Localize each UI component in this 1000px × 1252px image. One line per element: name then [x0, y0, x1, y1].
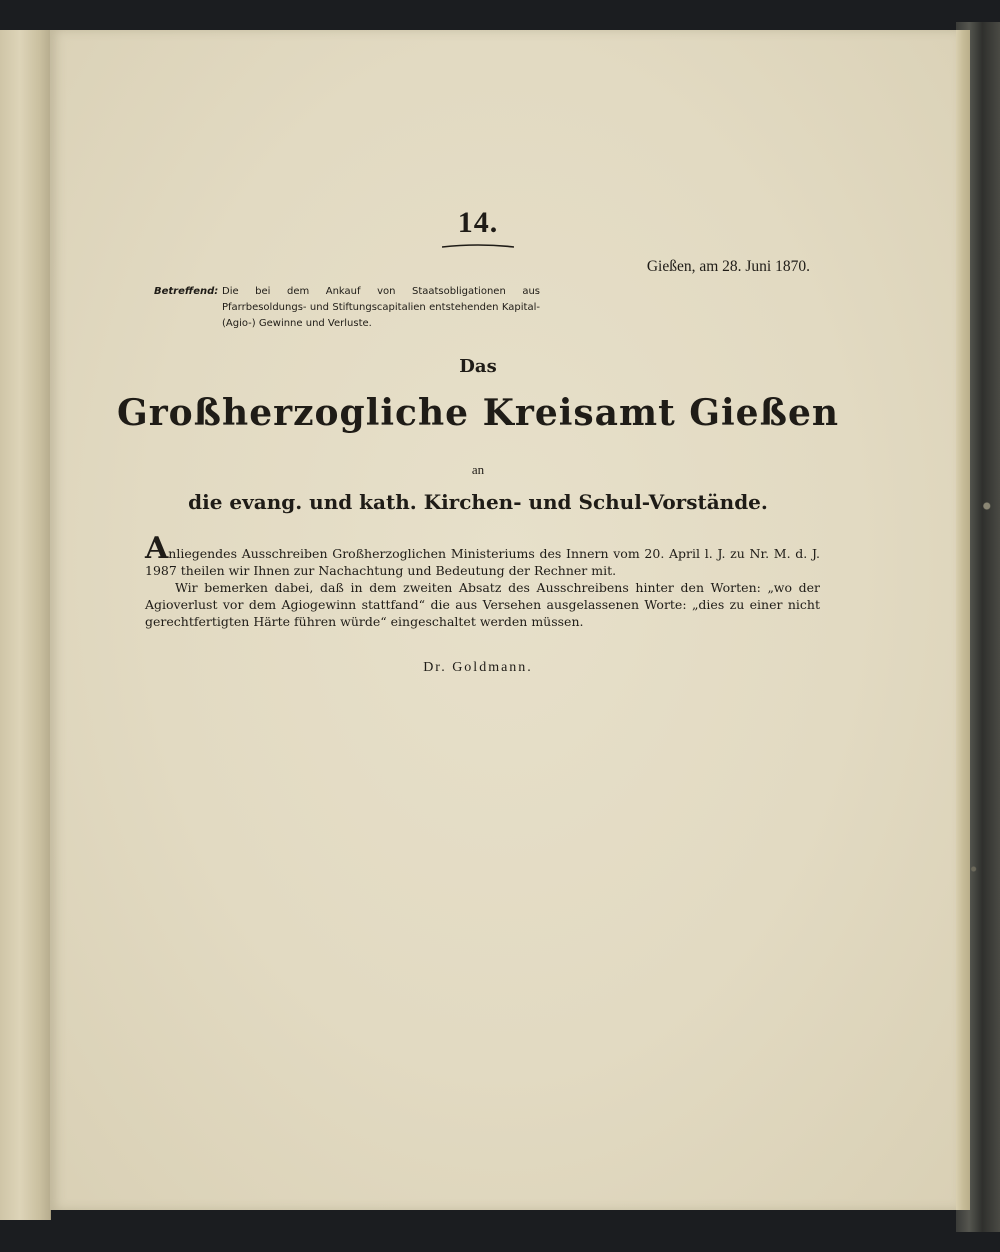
- body-paragraph-1: [145, 531, 820, 579]
- book-left-edge: [0, 30, 51, 1220]
- page-stack-edge: [956, 30, 970, 1210]
- salutation-das: Das: [459, 356, 497, 377]
- document-number: 14.: [457, 206, 499, 239]
- body-paragraph-2: Wir bemerken dabei, daß in dem zweiten Absatz des Ausschreibens hinter den Worten: „wo der Agioverlust vor dem Agiogewinn stattfand“ die aus Versehen ausgelassenen Worte: „dies zu einer nicht gerechtfertigten Härte führen würde“ eingeschaltet werden müssen.: [145, 580, 820, 629]
- recipients: die evang. und kath. Kirchen- und Schul-Vorstände.: [188, 490, 768, 514]
- number-underline-ornament: [442, 244, 514, 248]
- body-text: [145, 531, 820, 630]
- subject-text: Die bei dem Ankauf von Staatsobligationen aus Pfarrbesoldungs- und Stiftungscapitalien entstehenden Kapital- (Agio-) Gewinne und Verluste.: [222, 286, 540, 329]
- subject-label: Betreffend:: [154, 286, 219, 297]
- initial-letter: A: [145, 531, 169, 566]
- place-date: Gießen, am 28. Juni 1870.: [646, 258, 810, 275]
- salutation-an: an: [471, 462, 485, 477]
- signature: Dr. Goldmann.: [423, 660, 533, 675]
- document-page: [50, 30, 956, 1210]
- issuer-title: Großherzogliche Kreisamt Gießen: [116, 392, 840, 434]
- body-paragraph-1-text: nliegendes Ausschreiben Großherzoglichen Ministeriums des Innern vom 20. April l. J. zu Nr. M. d. J. 1987 theilen wir Ihnen zur Nachachtung und Bedeutung der Rechner mit.: [145, 546, 820, 578]
